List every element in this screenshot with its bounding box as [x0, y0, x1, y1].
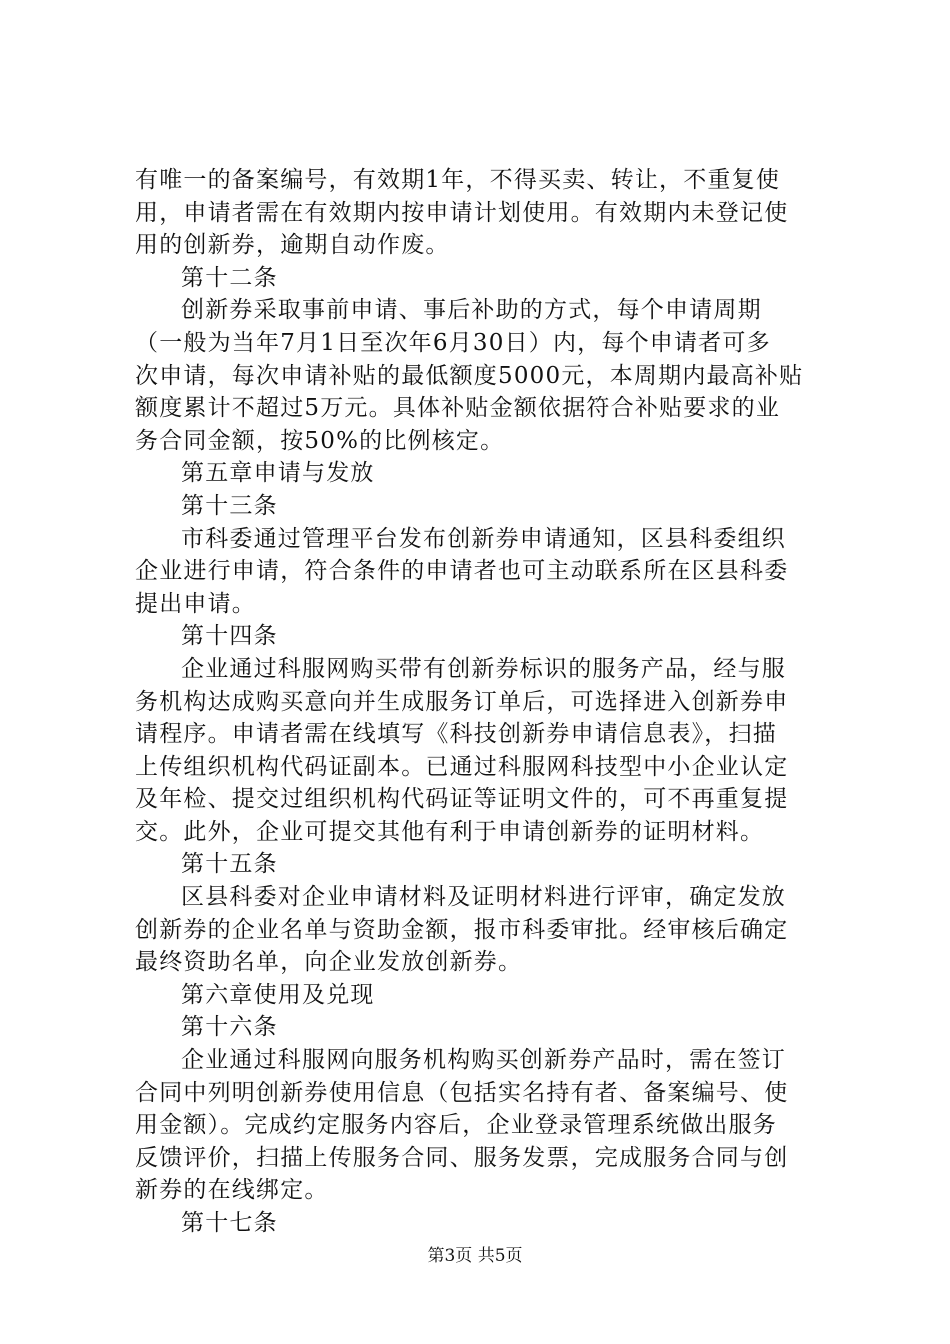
text-line: 务机构达成购买意向并生成服务订单后，可选择进入创新券申 [135, 688, 789, 715]
text-line: 务合同金额，按50%的比例核定。 [135, 427, 505, 454]
text-line: 请程序。申请者需在线填写《科技创新券申请信息表》，扫描 [135, 721, 777, 748]
text-line: 合同中列明创新券使用信息（包括实名持有者、备案编号、使 [135, 1079, 789, 1106]
text-line: 提出申请。 [135, 590, 256, 617]
text-line: 额度累计不超过5万元。具体补贴金额依据符合补贴要求的业 [135, 395, 781, 422]
text-line: 有唯一的备案编号，有效期1年，不得买卖、转让，不重复使 [135, 167, 781, 193]
text-line: 市科委通过管理平台发布创新券申请通知，区县科委组织 [181, 525, 786, 552]
text-line: 新券的在线绑定。 [135, 1177, 329, 1204]
text-line: 第五章申请与发放 [181, 460, 375, 487]
text-line: 次申请，每次申请补贴的最低额度5000元，本周期内最高补贴 [135, 362, 804, 389]
text-line: 第十七条 [181, 1210, 278, 1236]
text-line: 第十四条 [181, 623, 278, 650]
text-line: （一般为当年7月1日至次年6月30日）内，每个申请者可多 [135, 329, 771, 356]
text-line: 用，申请者需在有效期内按申请计划使用。有效期内未登记使 [135, 199, 789, 226]
text-line: 用金额）。完成约定服务内容后，企业登录管理系统做出服务 [135, 1112, 777, 1139]
text-line: 企业通过科服网向服务机构购买创新券产品时，需在签订 [181, 1047, 786, 1074]
text-line: 企业通过科服网购买带有创新券标识的服务产品，经与服 [181, 655, 786, 682]
text-line: 企业进行申请，符合条件的申请者也可主动联系所在区县科委 [135, 558, 789, 585]
text-line: 区县科委对企业申请材料及证明材料进行评审，确定发放 [181, 884, 786, 911]
document-body [135, 164, 830, 1240]
text-line: 第十五条 [181, 851, 278, 878]
text-line: 第十六条 [181, 1014, 278, 1041]
text-line: 最终资助名单，向企业发放创新券。 [135, 949, 523, 976]
text-line: 第十三条 [181, 492, 278, 519]
text-line: 第十二条 [181, 264, 278, 291]
text-line: 及年检、提交过组织机构代码证等证明文件的，可不再重复提 [135, 786, 789, 813]
text-line: 创新券的企业名单与资助金额，报市科委审批。经审核后确定 [135, 916, 789, 943]
text-line: 交。此外，企业可提交其他有利于申请创新券的证明材料。 [135, 818, 765, 845]
text-line: 第六章使用及兑现 [181, 981, 375, 1008]
text-line: 创新券采取事前申请、事后补助的方式，每个申请周期 [181, 297, 762, 324]
page-footer: 第3页 共5页 [427, 1246, 523, 1266]
text-line: 用的创新券，逾期自动作废。 [135, 232, 450, 259]
text-line: 反馈评价，扫描上传服务合同、服务发票，完成服务合同与创 [135, 1144, 789, 1171]
text-line: 上传组织机构代码证副本。已通过科服网科技型中小企业认定 [135, 753, 789, 780]
